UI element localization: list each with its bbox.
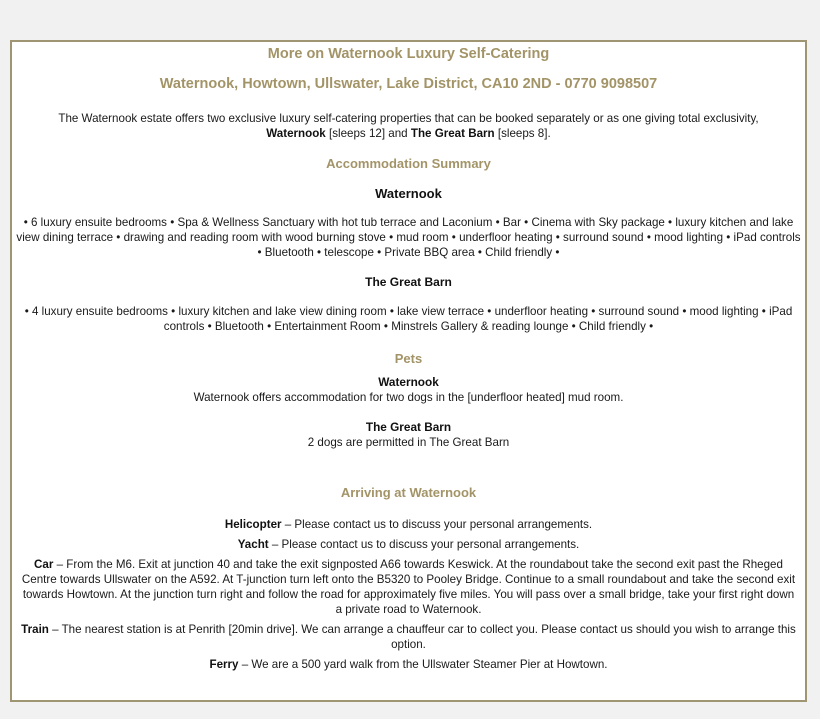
intro-text: The Waternook estate offers two exclusive luxury self-catering properties that can be booked separately or as one giving total exclusivity, <box>58 112 759 125</box>
property-name-great-barn: The Great Barn <box>365 275 452 289</box>
arrival-ferry <box>12 657 805 672</box>
arrival-label: Ferry <box>209 658 239 671</box>
arrival-yacht <box>12 537 805 552</box>
intro-property-great-barn: The Great Barn <box>410 127 495 140</box>
pets-item-name: The Great Barn <box>365 420 452 434</box>
arrival-train <box>12 622 805 652</box>
pets-heading: Pets <box>394 351 423 366</box>
pets-item-great-barn <box>12 420 805 450</box>
features-waternook: • 6 luxury ensuite bedrooms • Spa & Wellness Sanctuary with hot tub terrace and Laconium • Bar • Cinema with Sky package • luxury kitchen and lake view dining terrace • drawing and reading room with wood burning stove • mud room • underfloor heating • surround sound • mood lighting • iPad controls • Bluetooth • telescope • Private BBQ area • Child friendly • <box>16 216 801 259</box>
arrival-car <box>12 557 805 617</box>
arrival-text: – The nearest station is at Penrith [20min drive]. We can arrange a chauffeur car to collect you. Please contact us should you wish to arrange this option. <box>48 623 796 651</box>
pets-item-waternook <box>12 375 805 405</box>
arrival-label: Car <box>34 558 54 571</box>
page-title: More on Waternook Luxury Self-Catering <box>267 46 550 62</box>
intro-property-waternook: Waternook <box>266 127 326 140</box>
arrival-label: Yacht <box>237 538 269 551</box>
intro-sleeps-1: [sleeps 12] and <box>325 127 411 140</box>
arriving-heading: Arriving at Waternook <box>340 485 477 500</box>
pets-item-name: Waternook <box>378 375 439 389</box>
arrival-label: Helicopter <box>224 518 282 531</box>
content-body <box>12 45 805 672</box>
arrival-label: Train <box>21 623 49 636</box>
arrival-helicopter <box>12 517 805 532</box>
intro-paragraph <box>30 111 787 141</box>
address-line: Waternook, Howtown, Ullswater, Lake District, CA10 2ND - 0770 9098507 <box>159 76 658 92</box>
pets-item-text: 2 dogs are permitted in The Great Barn <box>307 436 510 449</box>
features-great-barn: • 4 luxury ensuite bedrooms • luxury kitchen and lake view dining room • lake view terrace • underfloor heating • surround sound • mood lighting • iPad controls • Bluetooth • Entertainment Room • Minstrels Gallery & reading lounge • Child friendly • <box>24 305 793 333</box>
arrival-text: – We are a 500 yard walk from the Ullswater Steamer Pier at Howtown. <box>238 658 608 671</box>
accommodation-heading: Accommodation Summary <box>326 156 491 171</box>
arrival-text: – From the M6. Exit at junction 40 and take the exit signposted A66 towards Keswick. At the roundabout take the second exit past the Rheged Centre towards Ullswater on the A592. At T-junction turn left onto the B5320 to Pooley Bridge. Continue to a small roundabout and take the second exit towards Howtown. At the junction turn right and follow the road for approximately five miles. You will pass over a small bridge, take your first right down a private road to Waternook. <box>21 558 796 616</box>
arrival-text: – Please contact us to discuss your personal arrangements. <box>268 538 580 551</box>
property-name-waternook: Waternook <box>375 186 442 201</box>
arrival-text: – Please contact us to discuss your personal arrangements. <box>281 518 593 531</box>
content-frame <box>10 40 807 702</box>
intro-sleeps-2: [sleeps 8]. <box>494 127 551 140</box>
pets-item-text: Waternook offers accommodation for two dogs in the [underfloor heated] mud room. <box>193 391 624 404</box>
